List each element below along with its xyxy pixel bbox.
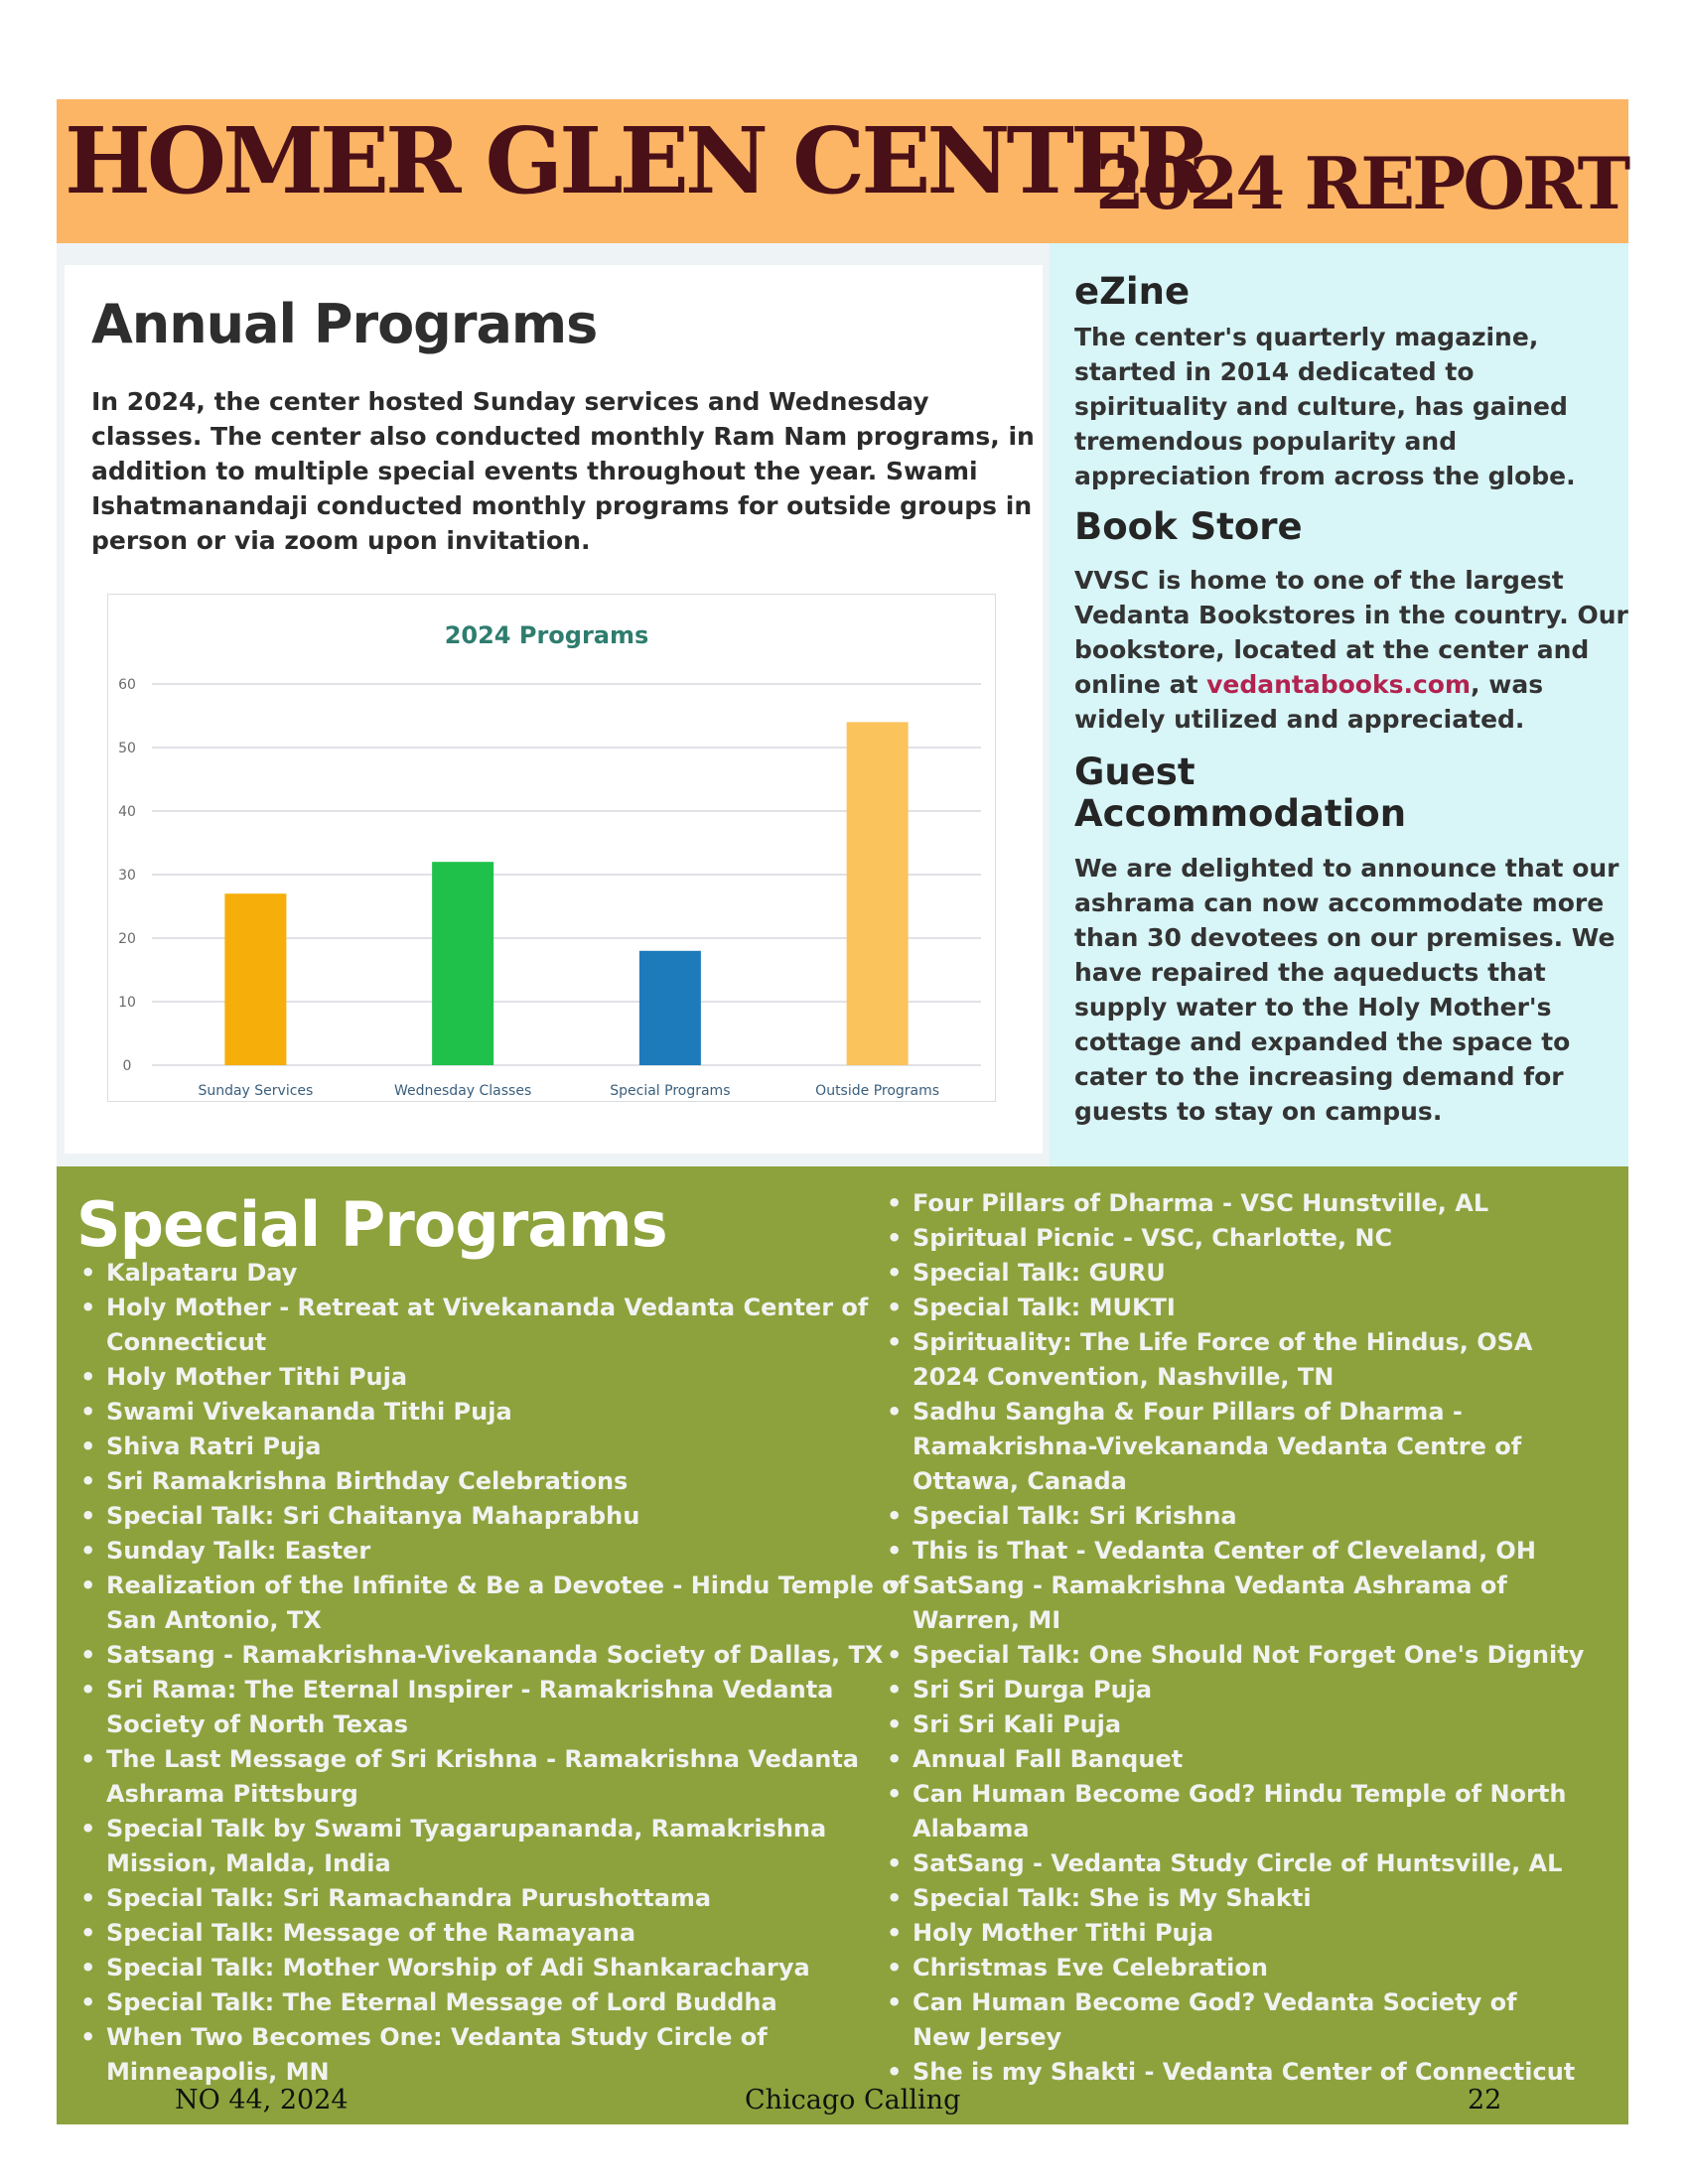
special-program-item-line: • Can Human Become God? Vedanta Society of	[913, 1988, 1517, 2016]
ezine-body: The center's quarterly magazine, started in 2014 dedicated to spirituality and culture, has gained tremendous popularity and appreciation from across the globe.	[1074, 323, 1576, 490]
special-program-item-line: • SatSang - Vedanta Study Circle of Huntsville, AL	[913, 1849, 1563, 1877]
special-program-item: • Swami Vivekananda Tithi Puja	[77, 1395, 921, 1430]
special-program-item	[884, 1881, 1638, 1916]
special-program-item	[884, 1916, 1638, 1951]
special-program-item	[884, 1569, 1638, 1638]
special-program-item-line: • She is my Shakti - Vedanta Center of Connecticut	[913, 2058, 1576, 2086]
guest-accommodation-heading	[1074, 751, 1406, 835]
special-program-item: • Holy Mother - Retreat at Vivekananda Vedanta Center of Connecticut	[77, 1291, 921, 1360]
special-program-item-line: Alabama	[913, 1815, 1030, 1843]
special-programs-section	[57, 1166, 1628, 2124]
guest-heading-line-2: Accommodation	[1074, 792, 1407, 835]
special-program-item	[884, 1256, 1638, 1291]
special-program-item: • Special Talk by Swami Tyagarupananda, Ramakrishna Mission, Malda, India	[77, 1812, 921, 1881]
special-program-item-line: • Sri Sri Durga Puja	[913, 1676, 1153, 1704]
annual-programs-title: Annual Programs	[91, 293, 598, 355]
special-program-item	[884, 1673, 1638, 1707]
special-program-item-line: Ramakrishna-Vivekananda Vedanta Centre of	[913, 1433, 1522, 1460]
bookstore-body-text: VVSC is home to one of the largest Vedanta Bookstores in the country. Our bookstore, located at the center and online at	[1074, 566, 1628, 699]
x-tick-label: Sunday Services	[198, 1083, 314, 1099]
programs-bar-chart	[107, 594, 996, 1102]
special-program-item	[884, 1951, 1638, 1985]
bar	[224, 893, 286, 1065]
special-programs-list-right	[884, 1186, 1638, 2090]
special-programs-title: Special Programs	[76, 1188, 667, 1261]
x-tick-label: Wednesday Classes	[394, 1083, 532, 1099]
bar	[432, 862, 493, 1065]
y-tick-label: 20	[118, 931, 136, 947]
bar	[639, 951, 701, 1065]
special-program-item	[884, 1638, 1638, 1673]
info-sidebar	[1050, 243, 1628, 1166]
special-program-item-line: • Special Talk: GURU	[913, 1259, 1166, 1287]
ezine-heading: eZine	[1074, 270, 1191, 313]
x-tick-label: Outside Programs	[815, 1083, 940, 1099]
special-program-item-line: Warren, MI	[913, 1606, 1061, 1634]
banner-center-name: HOMER GLEN CENTER	[65, 107, 1208, 214]
special-program-item	[884, 1777, 1638, 1846]
special-program-item	[884, 1985, 1638, 2055]
special-program-item: • Sri Ramakrishna Birthday Celebrations	[77, 1464, 921, 1499]
special-program-item	[884, 1395, 1638, 1499]
guest-accommodation-body: We are delighted to announce that our ashrama can now accommodate more than 30 devotees on our premises. We have repaired the aqueducts that supply water to the Holy Mother's cottage and expanded the space to cater to the increasing demand for guests to stay on campus.	[1074, 854, 1619, 1126]
special-program-item: • Sunday Talk: Easter	[77, 1534, 921, 1569]
special-program-item	[884, 1742, 1638, 1777]
y-tick-label: 40	[118, 804, 136, 820]
special-program-item-line: • SatSang - Ramakrishna Vedanta Ashrama of	[913, 1571, 1507, 1599]
special-program-item: • Sri Rama: The Eternal Inspirer - Ramakrishna Vedanta Society of North Texas	[77, 1673, 921, 1742]
y-tick-label: 10	[118, 995, 136, 1011]
bookstore-body	[1074, 563, 1630, 737]
special-program-item	[884, 1534, 1638, 1569]
special-program-item: • The Last Message of Sri Krishna - Ramakrishna Vedanta Ashrama Pittsburg	[77, 1742, 921, 1812]
programs-chart	[107, 594, 996, 1102]
y-tick-label: 30	[118, 868, 136, 884]
special-program-item: • Special Talk: The Eternal Message of Lord Buddha	[77, 1985, 921, 2020]
special-program-item-line: • Can Human Become God? Hindu Temple of North	[913, 1780, 1567, 1808]
vedantabooks-link[interactable]: vedantabooks.com	[1206, 670, 1472, 699]
special-program-item-line: • Annual Fall Banquet	[913, 1745, 1184, 1773]
special-program-item-line: • Sri Sri Kali Puja	[913, 1710, 1122, 1738]
bookstore-heading: Book Store	[1074, 505, 1303, 548]
special-program-item-line: • Sadhu Sangha & Four Pillars of Dharma -	[913, 1398, 1463, 1426]
special-program-item-line: • Spirituality: The Life Force of the Hindus, OSA	[913, 1328, 1533, 1356]
special-program-item: • Special Talk: Message of the Ramayana	[77, 1916, 921, 1951]
special-program-item: • Holy Mother Tithi Puja	[77, 1360, 921, 1395]
footer-issue: NO 44, 2024	[175, 2085, 349, 2116]
special-program-item	[884, 1186, 1638, 1221]
special-program-item	[884, 1291, 1638, 1325]
x-tick-label: Special Programs	[610, 1083, 731, 1099]
special-program-item-line: • This is That - Vedanta Center of Cleveland, OH	[913, 1537, 1536, 1565]
special-program-item: • Satsang - Ramakrishna-Vivekananda Society of Dallas, TX	[77, 1638, 921, 1673]
special-program-item: • Realization of the Infinite & Be a Devotee - Hindu Temple of San Antonio, TX	[77, 1569, 921, 1638]
chart-title: 2024 Programs	[444, 621, 649, 649]
report-banner	[57, 99, 1628, 243]
special-program-item	[884, 1499, 1638, 1534]
footer-page-number: 22	[1468, 2085, 1502, 2116]
special-program-item	[884, 1846, 1638, 1881]
special-program-item-line: • Special Talk: Sri Krishna	[913, 1502, 1237, 1530]
special-program-item: • Special Talk: Mother Worship of Adi Shankaracharya	[77, 1951, 921, 1985]
special-program-item-line: • Special Talk: One Should Not Forget One's Dignity	[913, 1641, 1585, 1669]
banner-report-year: 2024 REPORT	[1095, 141, 1628, 225]
footer-publication: Chicago Calling	[745, 2085, 961, 2116]
special-program-item: • Kalpataru Day	[77, 1256, 921, 1291]
special-programs-list-left	[77, 1256, 921, 2090]
special-program-item-line: • Special Talk: MUKTI	[913, 1294, 1176, 1321]
special-program-item-line: • Christmas Eve Celebration	[913, 1954, 1268, 1981]
special-program-item	[884, 2055, 1638, 2090]
special-program-item-line: • Holy Mother Tithi Puja	[913, 1919, 1214, 1947]
special-program-item	[884, 1325, 1638, 1395]
y-tick-label: 0	[122, 1058, 132, 1074]
special-program-item-line: • Four Pillars of Dharma - VSC Hunstville, AL	[913, 1189, 1489, 1217]
special-program-item-line: Ottawa, Canada	[913, 1467, 1127, 1495]
y-tick-label: 60	[118, 677, 136, 693]
special-program-item: • Special Talk: Sri Ramachandra Purushottama	[77, 1881, 921, 1916]
special-program-item-line: 2024 Convention, Nashville, TN	[913, 1363, 1335, 1391]
bar	[847, 722, 909, 1065]
special-program-item: • Special Talk: Sri Chaitanya Mahaprabhu	[77, 1499, 921, 1534]
special-program-item	[884, 1707, 1638, 1742]
special-program-item: • When Two Becomes One: Vedanta Study Circle of Minneapolis, MN	[77, 2020, 921, 2090]
special-program-item-line: New Jersey	[913, 2023, 1062, 2051]
special-program-item	[884, 1221, 1638, 1256]
special-program-item: • Shiva Ratri Puja	[77, 1430, 921, 1464]
guest-heading-line-1: Guest	[1074, 751, 1196, 793]
special-program-item-line: • Special Talk: She is My Shakti	[913, 1884, 1312, 1912]
y-tick-label: 50	[118, 741, 136, 756]
special-program-item-line: • Spiritual Picnic - VSC, Charlotte, NC	[913, 1224, 1393, 1252]
bookstore-body-end: , was widely utilized and appreciated.	[1074, 670, 1544, 734]
annual-programs-body: In 2024, the center hosted Sunday services and Wednesday classes. The center also conducted monthly Ram Nam programs, in addition to multiple special events throughout the year. Swami Ishatmanandaji conducted monthly programs for outside groups in person or via zoom upon invitation.	[91, 387, 1035, 555]
